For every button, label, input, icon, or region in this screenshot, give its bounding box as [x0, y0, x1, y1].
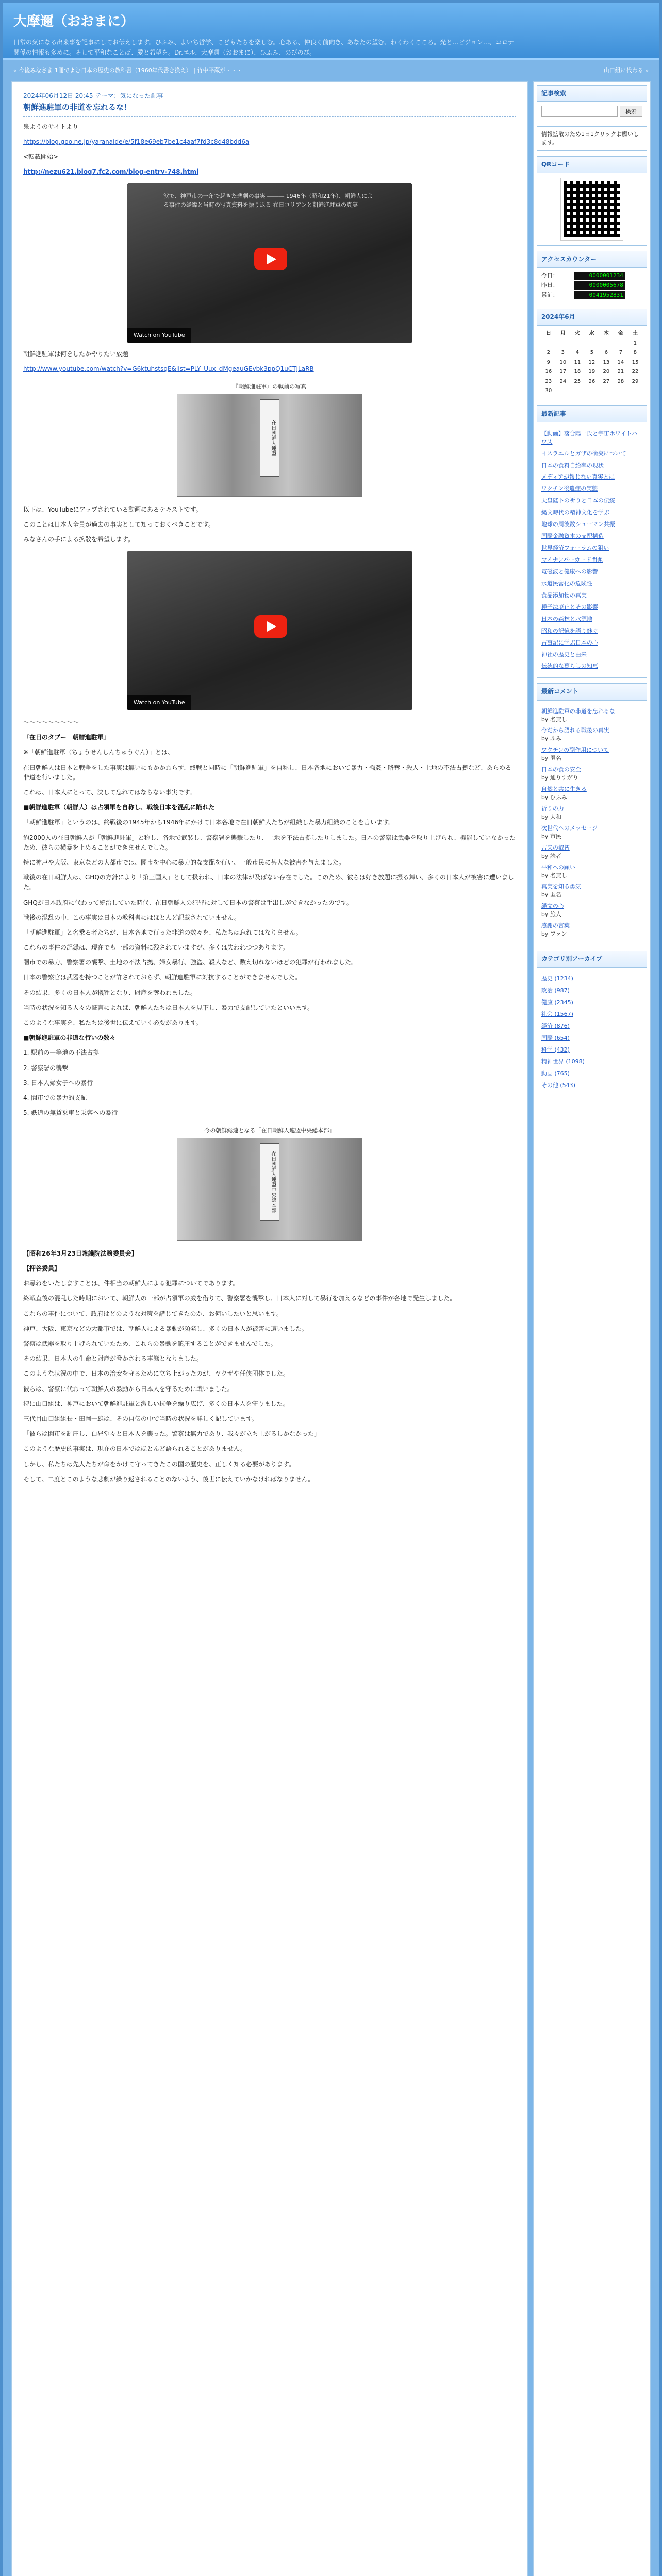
- category-link[interactable]: 歴史 (1234): [541, 975, 573, 982]
- latest-entry-link[interactable]: 国際金融資本の支配構造: [541, 533, 604, 540]
- comment-author: by 通りすがり: [541, 774, 578, 782]
- calendar-day[interactable]: 23: [545, 378, 552, 384]
- calendar-day[interactable]: 1: [633, 340, 637, 346]
- calendar-day-header: 金: [618, 331, 623, 337]
- entry-para: しかし、私たちは先人たちが命をかけて守ってきたこの国の歴史を、正しく知る必要があります。: [23, 1460, 295, 1468]
- category-link[interactable]: 国際 (654): [541, 1034, 570, 1041]
- entry-para: そして、二度とこのような悲劇が繰り返されることのないよう、後世に伝えていかなければなりません。: [23, 1475, 315, 1483]
- entry-lead: 泉ようのサイトより: [23, 123, 79, 130]
- youtube-video-2[interactable]: [127, 551, 412, 710]
- latest-entry-link[interactable]: 縄文時代の精神文化を学ぶ: [541, 509, 609, 516]
- entry-para: 在日朝鮮人は日本と戦争をした事実は無いにもかかわらず、終戦と同時に「朝鮮進駐軍」を自称し、日本各地において暴力・強姦・略奪・殺人・土地の不法占拠など、あらゆる非道を行いました。: [23, 764, 512, 781]
- entry-navigation: [3, 60, 659, 77]
- latest-entry-link[interactable]: 日本の食料自給率の現状: [541, 462, 604, 469]
- latest-entry-link[interactable]: 食品添加物の真実: [541, 591, 587, 599]
- counter-label: 今日：: [541, 272, 558, 279]
- entry-para: 終戦直後の混乱した時期において、朝鮮人の一部が占領軍の威を借りて、警察署を襲撃し、日本人に対して暴行を加えるなどの事件が各地で発生しました。: [23, 1295, 456, 1302]
- counter-heading: アクセスカウンター: [537, 251, 647, 268]
- entry-para: 日本の警察官は武器を持つことが許されておらず、朝鮮進駐軍に対抗することができませんでした。: [23, 974, 302, 981]
- entry-para: みなさんの手による拡散を希望します。: [23, 535, 135, 543]
- comment-author: by 匿名: [541, 891, 561, 899]
- youtube-link[interactable]: http://www.youtube.com/watch?v=G6ktuhstsqE&list=PLY_Uux_dMgeauGEvbk3ppQ1uCTJLaRB: [23, 365, 314, 372]
- calendar-day[interactable]: 9: [547, 359, 551, 365]
- watch-on-youtube[interactable]: Watch on YouTube: [127, 328, 191, 343]
- historical-photo: [177, 1138, 362, 1241]
- calendar-day[interactable]: [541, 339, 556, 349]
- category-link[interactable]: 政治 (987): [541, 987, 570, 994]
- qr-heading: QRコード: [537, 157, 647, 173]
- entry-heading: ■朝鮮進駐軍の非道な行いの数々: [23, 1034, 116, 1042]
- calendar-day[interactable]: [628, 386, 642, 396]
- entry-para: 三代目山口組組長・田岡一雄は、その自伝の中で当時の状況を詳しく記しています。: [23, 1415, 258, 1422]
- reference-link[interactable]: http://nezu621.blog7.fc2.com/blog-entry-748.html: [23, 168, 199, 176]
- comment-title-link[interactable]: 自然と共に生きる: [541, 786, 587, 793]
- search-input[interactable]: [541, 106, 618, 117]
- comment-title-link[interactable]: ワクチンの副作用について: [541, 747, 609, 754]
- entry-heading: ■朝鮮進駐軍（朝鮮人）は占領軍を自称し、戦後日本を混乱に陥れた: [23, 804, 215, 811]
- latest-heading: 最新記事: [537, 406, 647, 422]
- entry-para: 約2000人の在日朝鮮人が「朝鮮進駐軍」と称し、各地で武装し、警察署を襲撃したり、土地を不法占拠したりしました。日本の警察は武器を取り上げられ、機能していなかったため、彼らの横暴を止めることができませんでした。: [23, 834, 516, 851]
- entry-list-item: 4. 闇市での暴力的支配: [23, 1094, 87, 1101]
- comment-title-link[interactable]: 平和への願い: [541, 863, 575, 871]
- comment-item: [541, 863, 642, 880]
- calendar-day[interactable]: [585, 386, 599, 396]
- entry-para: このような事実を、私たちは後世に伝えていく必要があります。: [23, 1019, 203, 1026]
- entry-para: 警察は武器を取り上げられていたため、これらの暴動を鎮圧することができませんでした。: [23, 1340, 277, 1348]
- entry-list-item: 3. 日本人婦女子への暴行: [23, 1079, 93, 1087]
- latest-entry-link[interactable]: イスラエルとガザの衝突について: [541, 450, 626, 457]
- comment-author: by 名無し: [541, 872, 567, 879]
- ad-text[interactable]: 情報拡散のため1日1クリックお願いします。: [541, 130, 639, 146]
- comment-item: [541, 785, 642, 802]
- latest-entry-link[interactable]: 水道民営化の危険性: [541, 580, 592, 587]
- entry-lead2: <転載開始>: [23, 153, 59, 161]
- calendar-day[interactable]: 14: [617, 359, 624, 365]
- comment-title-link[interactable]: 朝鮮進駐軍の非道を忘れるな: [541, 707, 615, 715]
- entry-list-item: 5. 鉄道の無賃乗車と乗客への暴行: [23, 1109, 118, 1117]
- figure-label: 今の朝鮮総連となる「在日朝鮮人連盟中央総本部」: [204, 1127, 335, 1134]
- latest-entry-link[interactable]: 昭和の記憶を語り継ぐ: [541, 627, 598, 634]
- latest-entry-link[interactable]: 古事記に学ぶ日本の心: [541, 639, 598, 646]
- comment-item: [541, 844, 642, 860]
- entry-para: お尋ねをいたしますことは、件相当の朝鮮人による犯罪についてであります。: [23, 1280, 239, 1287]
- watch-on-youtube[interactable]: Watch on YouTube: [127, 695, 191, 710]
- category-link[interactable]: 科学 (432): [541, 1046, 570, 1053]
- comment-item: [541, 902, 642, 919]
- calendar-box: [537, 309, 647, 400]
- comment-title-link[interactable]: 今だから語れる戦後の真実: [541, 727, 609, 734]
- entry-para: 当時の状況を知る人々の証言によれば、朝鮮人たちは日本人を見下し、暴力で支配していたといいます。: [23, 1004, 314, 1011]
- section-title: 『在日のタブー 朝鮮進駐軍』: [23, 734, 110, 741]
- entry-para: 以下は、YouTubeにアップされている動画にあるテキストです。: [23, 505, 202, 513]
- play-icon[interactable]: [254, 615, 287, 638]
- entry-list-item: 1. 駅前の一等地の不法占拠: [23, 1049, 100, 1057]
- comments-heading: 最新コメント: [537, 684, 647, 700]
- entry-heading: 【昭和26年3月23日衆議院法務委員会】: [23, 1249, 138, 1257]
- comment-item: [541, 805, 642, 821]
- comment-title-link[interactable]: 縄文の心: [541, 903, 564, 910]
- qr-box: [537, 156, 647, 246]
- calendar-day[interactable]: 5: [590, 350, 594, 356]
- counter-label: 累計：: [541, 291, 558, 298]
- calendar-day[interactable]: [599, 339, 614, 349]
- counter-value: 0000005678: [574, 281, 625, 290]
- entry-para: 特に神戸や大阪、東京などの大都市では、闇市を中心に暴力的な支配を行い、一般市民に甚大な被害を与えました。: [23, 858, 345, 866]
- entry-list-item: 2. 警察署の襲撃: [23, 1064, 69, 1072]
- calendar-day[interactable]: 30: [545, 388, 552, 394]
- calendar-day[interactable]: 22: [632, 369, 639, 375]
- calendar-day[interactable]: [614, 339, 628, 349]
- video-caption: 涙で、神戸市の一角で起きた悲劇の事実 ――― 1946年（昭和21年）、朝鮮人による事件の経緯と当時の写真資料を振り返る 在日コリアンと朝鮮進駐軍の真実: [163, 192, 373, 209]
- comment-title-link[interactable]: 次世代へのメッセージ: [541, 824, 598, 832]
- comment-item: [541, 726, 642, 743]
- entry-para: このような状況の中で、日本の治安を守るために立ち上がったのが、ヤクザや任侠団体でした。: [23, 1370, 289, 1378]
- entry-para: これは、日本人にとって、決して忘れてはならない事実です。: [23, 789, 196, 796]
- calendar-day[interactable]: 29: [632, 378, 639, 384]
- calendar-day[interactable]: 10: [559, 359, 567, 365]
- comment-author: by 大和: [541, 813, 561, 820]
- calendar-day[interactable]: 11: [574, 359, 581, 365]
- latest-entry-link[interactable]: 地球の周波数シューマン共振: [541, 521, 615, 528]
- counter-label: 昨日：: [541, 281, 558, 289]
- entry-para: このことは日本人全員が過去の事実として知っておくべきことです。: [23, 520, 215, 528]
- qr-code: [561, 178, 623, 240]
- calendar-day[interactable]: 27: [603, 378, 610, 384]
- entry-para: その結果、日本人の生命と財産が脅かされる事態となりました。: [23, 1355, 203, 1363]
- latest-entry-link[interactable]: 【動画】落合陽一氏と宇宙ホワイトハウス: [541, 430, 638, 445]
- comment-author: by 匿名: [541, 755, 561, 762]
- entry-para: 「彼らは闇市を制圧し、白昼堂々と日本人を襲った。警察は無力であり、我々が立ち上がるしかなかった」: [23, 1430, 321, 1438]
- latest-entry-link[interactable]: 世界経済フォーラムの狙い: [541, 545, 609, 552]
- entry-para: 戦後の混乱の中、この事実は日本の教科書にはほとんど記載されていません。: [23, 913, 240, 921]
- calendar-day[interactable]: 3: [561, 350, 565, 356]
- calendar-day[interactable]: 12: [588, 359, 595, 365]
- calendar-day[interactable]: [556, 339, 570, 349]
- entry-date: [23, 91, 516, 101]
- latest-entry-link[interactable]: 電磁波と健康への影響: [541, 568, 598, 575]
- categories-heading: カテゴリ別アーカイブ: [537, 951, 647, 968]
- calendar-day[interactable]: 15: [632, 359, 639, 365]
- calendar-day[interactable]: 18: [574, 369, 581, 375]
- entry-para: これらの事件の記録は、現在でも一部の資料に残されていますが、多くは失われつつあります。: [23, 944, 289, 952]
- calendar-day[interactable]: [556, 386, 570, 396]
- entry-para: 戦後の在日朝鮮人は、GHQの方針により「第三国人」として扱われ、日本の法律が及ばない存在でした。このため、彼らは好き放題に振る舞い、多くの日本人が被害に遭いました。: [23, 874, 515, 891]
- category-link[interactable]: 精神世界 (1098): [541, 1058, 585, 1065]
- calendar-day[interactable]: 24: [559, 378, 567, 384]
- figure-2: [177, 1126, 362, 1241]
- entry-para: 「朝鮮進駐軍」と名乗る者たちが、日本各地で行った非道の数々を、私たちは忘れてはなりません。: [23, 928, 302, 936]
- comment-item: [541, 922, 642, 938]
- calendar-day[interactable]: 28: [617, 378, 624, 384]
- entry-para: GHQが日本政府に代わって統治していた時代、在日朝鮮人の犯罪に対して日本の警察は手出しができなかったのです。: [23, 899, 353, 906]
- comment-author: by 読者: [541, 852, 561, 859]
- comment-author: by ひふみ: [541, 794, 567, 801]
- comment-author: by ふみ: [541, 735, 561, 742]
- calendar-day[interactable]: [599, 386, 614, 396]
- comment-item: [541, 746, 642, 762]
- latest-entry-link[interactable]: 神社の歴史と由来: [541, 651, 587, 658]
- search-box: [537, 85, 647, 121]
- comments-box: [537, 683, 647, 945]
- comment-author: by 市民: [541, 833, 561, 840]
- calendar-day[interactable]: 2: [547, 350, 551, 356]
- counter-box: [537, 251, 647, 303]
- calendar-day[interactable]: 7: [619, 350, 623, 356]
- entry-para: 神戸、大阪、東京などの大都市では、朝鮮人による暴動が頻発し、多くの日本人が被害に遭いました。: [23, 1325, 308, 1332]
- comment-item: [541, 766, 642, 782]
- latest-entry-link[interactable]: 天皇陛下の祈りと日本の伝統: [541, 497, 615, 504]
- calendar-day[interactable]: 20: [603, 369, 610, 375]
- comment-item: [541, 707, 642, 724]
- counter-value: 0000001234: [574, 272, 625, 280]
- comment-author: by 名無し: [541, 716, 567, 723]
- entry-para: 彼らは、警察に代わって朝鮮人の暴動から日本人を守るために戦いました。: [23, 1385, 234, 1393]
- latest-entry-link[interactable]: メディアが報じない真実とは: [541, 473, 615, 481]
- entry-para: これらの事件について、政府はどのような対策を講じてきたのか、お伺いしたいと思います。: [23, 1310, 283, 1317]
- latest-entry-link[interactable]: マイナンバーカード問題: [541, 556, 603, 564]
- comment-item: [541, 824, 642, 841]
- calendar: [541, 329, 642, 396]
- calendar-day[interactable]: 21: [617, 369, 624, 375]
- sidebar: [533, 81, 651, 2576]
- figure-1: [177, 382, 362, 497]
- calendar-day[interactable]: 8: [633, 350, 637, 356]
- calendar-day[interactable]: [570, 339, 585, 349]
- calendar-day[interactable]: 6: [604, 350, 608, 356]
- entry-heading: 【押谷委員】: [23, 1265, 61, 1273]
- search-button[interactable]: 検索: [620, 106, 642, 117]
- calendar-day[interactable]: 4: [575, 350, 580, 356]
- categories-box: [537, 951, 647, 1097]
- prev-entry-link[interactable]: « 今後みなさま 1冊でよむ日本の歴史の教科書（1960年代書き換え） | 竹中平蔵が・・・: [13, 67, 243, 74]
- search-heading: 記事検索: [537, 86, 647, 102]
- calendar-day[interactable]: [585, 339, 599, 349]
- calendar-day-header: 火: [574, 331, 580, 337]
- figure-label: 『朝鮮進駐軍』の戦前の写真: [233, 383, 307, 390]
- entry-para: その結果、多くの日本人が犠牲となり、財産を奪われました。: [23, 989, 197, 996]
- latest-entry-link[interactable]: 伝統的な暮らしの知恵: [541, 663, 598, 670]
- comment-title-link[interactable]: 祈りの力: [541, 805, 564, 812]
- layout: [3, 77, 659, 2576]
- calendar-heading: 2024年6月: [537, 309, 647, 326]
- latest-box: [537, 405, 647, 679]
- latest-entry-link[interactable]: ワクチン後遺症の実態: [541, 485, 598, 493]
- latest-entry-link[interactable]: 日本の森林と水源地: [541, 615, 592, 622]
- calendar-day-header: 水: [589, 331, 594, 337]
- play-icon[interactable]: [254, 248, 287, 270]
- counter-value: 0041952831: [574, 291, 625, 299]
- entry-para: 特に山口組は、神戸において朝鮮進駐軍と激しい抗争を繰り広げ、多くの日本人を守りました。: [23, 1400, 289, 1408]
- comment-item: [541, 883, 642, 899]
- calendar-day[interactable]: 19: [588, 369, 595, 375]
- entry-para: 「朝鮮進駐軍」というのは、終戦後の1945年から1946年にかけて日本各地で在日朝鮮人たちが組織した暴力組織のことを言います。: [23, 819, 395, 826]
- calendar-day-header: 木: [603, 331, 609, 337]
- youtube-video-1[interactable]: [127, 183, 412, 343]
- next-entry-link[interactable]: 山口組に代わる »: [603, 67, 649, 74]
- blog-header: [3, 3, 659, 60]
- entry-para: 朝鮮進駐軍は何をしたかやりたい放題: [23, 350, 129, 358]
- photo-sign: 在日朝鮮人連盟: [260, 399, 279, 477]
- calendar-day[interactable]: [614, 386, 628, 396]
- category-link[interactable]: 動画 (765): [541, 1070, 570, 1077]
- calendar-day[interactable]: [570, 386, 585, 396]
- ad-box: [537, 126, 647, 151]
- calendar-day[interactable]: 16: [545, 369, 552, 375]
- calendar-day-header: 土: [632, 331, 638, 337]
- divider: ～～～～～～～～～: [23, 719, 79, 726]
- calendar-day[interactable]: 25: [574, 378, 581, 384]
- entry-para: 闇市での暴力、警察署の襲撃、土地の不法占拠、婦女暴行、強盗、殺人など、数え切れないほどの犯罪が行われました。: [23, 959, 358, 967]
- calendar-day[interactable]: 26: [588, 378, 595, 384]
- photo-sign: 在日朝鮮人連盟中央総本部: [260, 1143, 279, 1221]
- entry-title[interactable]: 朝鮮進駐軍の非道を忘れるな！: [23, 101, 516, 117]
- comment-title-link[interactable]: 古来の叡智: [541, 844, 570, 851]
- category-link[interactable]: その他 (543): [541, 1081, 575, 1089]
- entry-para: このような歴史的事実は、現在の日本ではほとんど語られることがありません。: [23, 1445, 246, 1453]
- comment-title-link[interactable]: 真実を知る勇気: [541, 883, 581, 890]
- category-link[interactable]: 健康 (2345): [541, 999, 573, 1006]
- comment-title-link[interactable]: 感謝の言葉: [541, 922, 570, 929]
- category-link[interactable]: 経済 (876): [541, 1023, 570, 1030]
- entry-date-text: 2024年06月12日 20:45: [23, 92, 93, 99]
- calendar-day[interactable]: 17: [559, 369, 567, 375]
- calendar-day-header: 月: [560, 331, 566, 337]
- source-link[interactable]: https://blog.goo.ne.jp/yaranaide/e/5f18e69eb7be1c4aaf7fd3c8d48bdd6a: [23, 138, 250, 145]
- category-link[interactable]: 社会 (1567): [541, 1011, 573, 1018]
- comment-title-link[interactable]: 日本の食の安全: [541, 766, 581, 773]
- calendar-day-header: 日: [545, 331, 551, 337]
- historical-photo: [177, 394, 362, 497]
- entry-theme[interactable]: テーマ：気になった記事: [95, 92, 163, 99]
- blog-description: 日常の気になる出来事を記事にしてお伝えします。ひふみ、よいち哲学、こどもたちを楽しむ。心ある、仲良く前向き、あなたの望む、わくわくこころ。光と…ビジョン…、コロナ関係の情報も多めに。そして平和なことば、愛と希望を。Dr.エル、大摩邇（おおまに）、ひふみ、のびのび。: [13, 38, 515, 56]
- comment-author: by ファン: [541, 930, 567, 938]
- section-intro: ※「朝鮮進駐軍（ちょうせんしんちゅうぐん）」とは、: [23, 749, 174, 756]
- calendar-day[interactable]: 13: [603, 359, 610, 365]
- comment-author: by 旅人: [541, 911, 561, 918]
- main-content: [11, 81, 528, 2576]
- latest-entry-link[interactable]: 種子法廃止とその影響: [541, 603, 598, 611]
- blog-title[interactable]: 大摩邇（おおまに）: [13, 14, 135, 29]
